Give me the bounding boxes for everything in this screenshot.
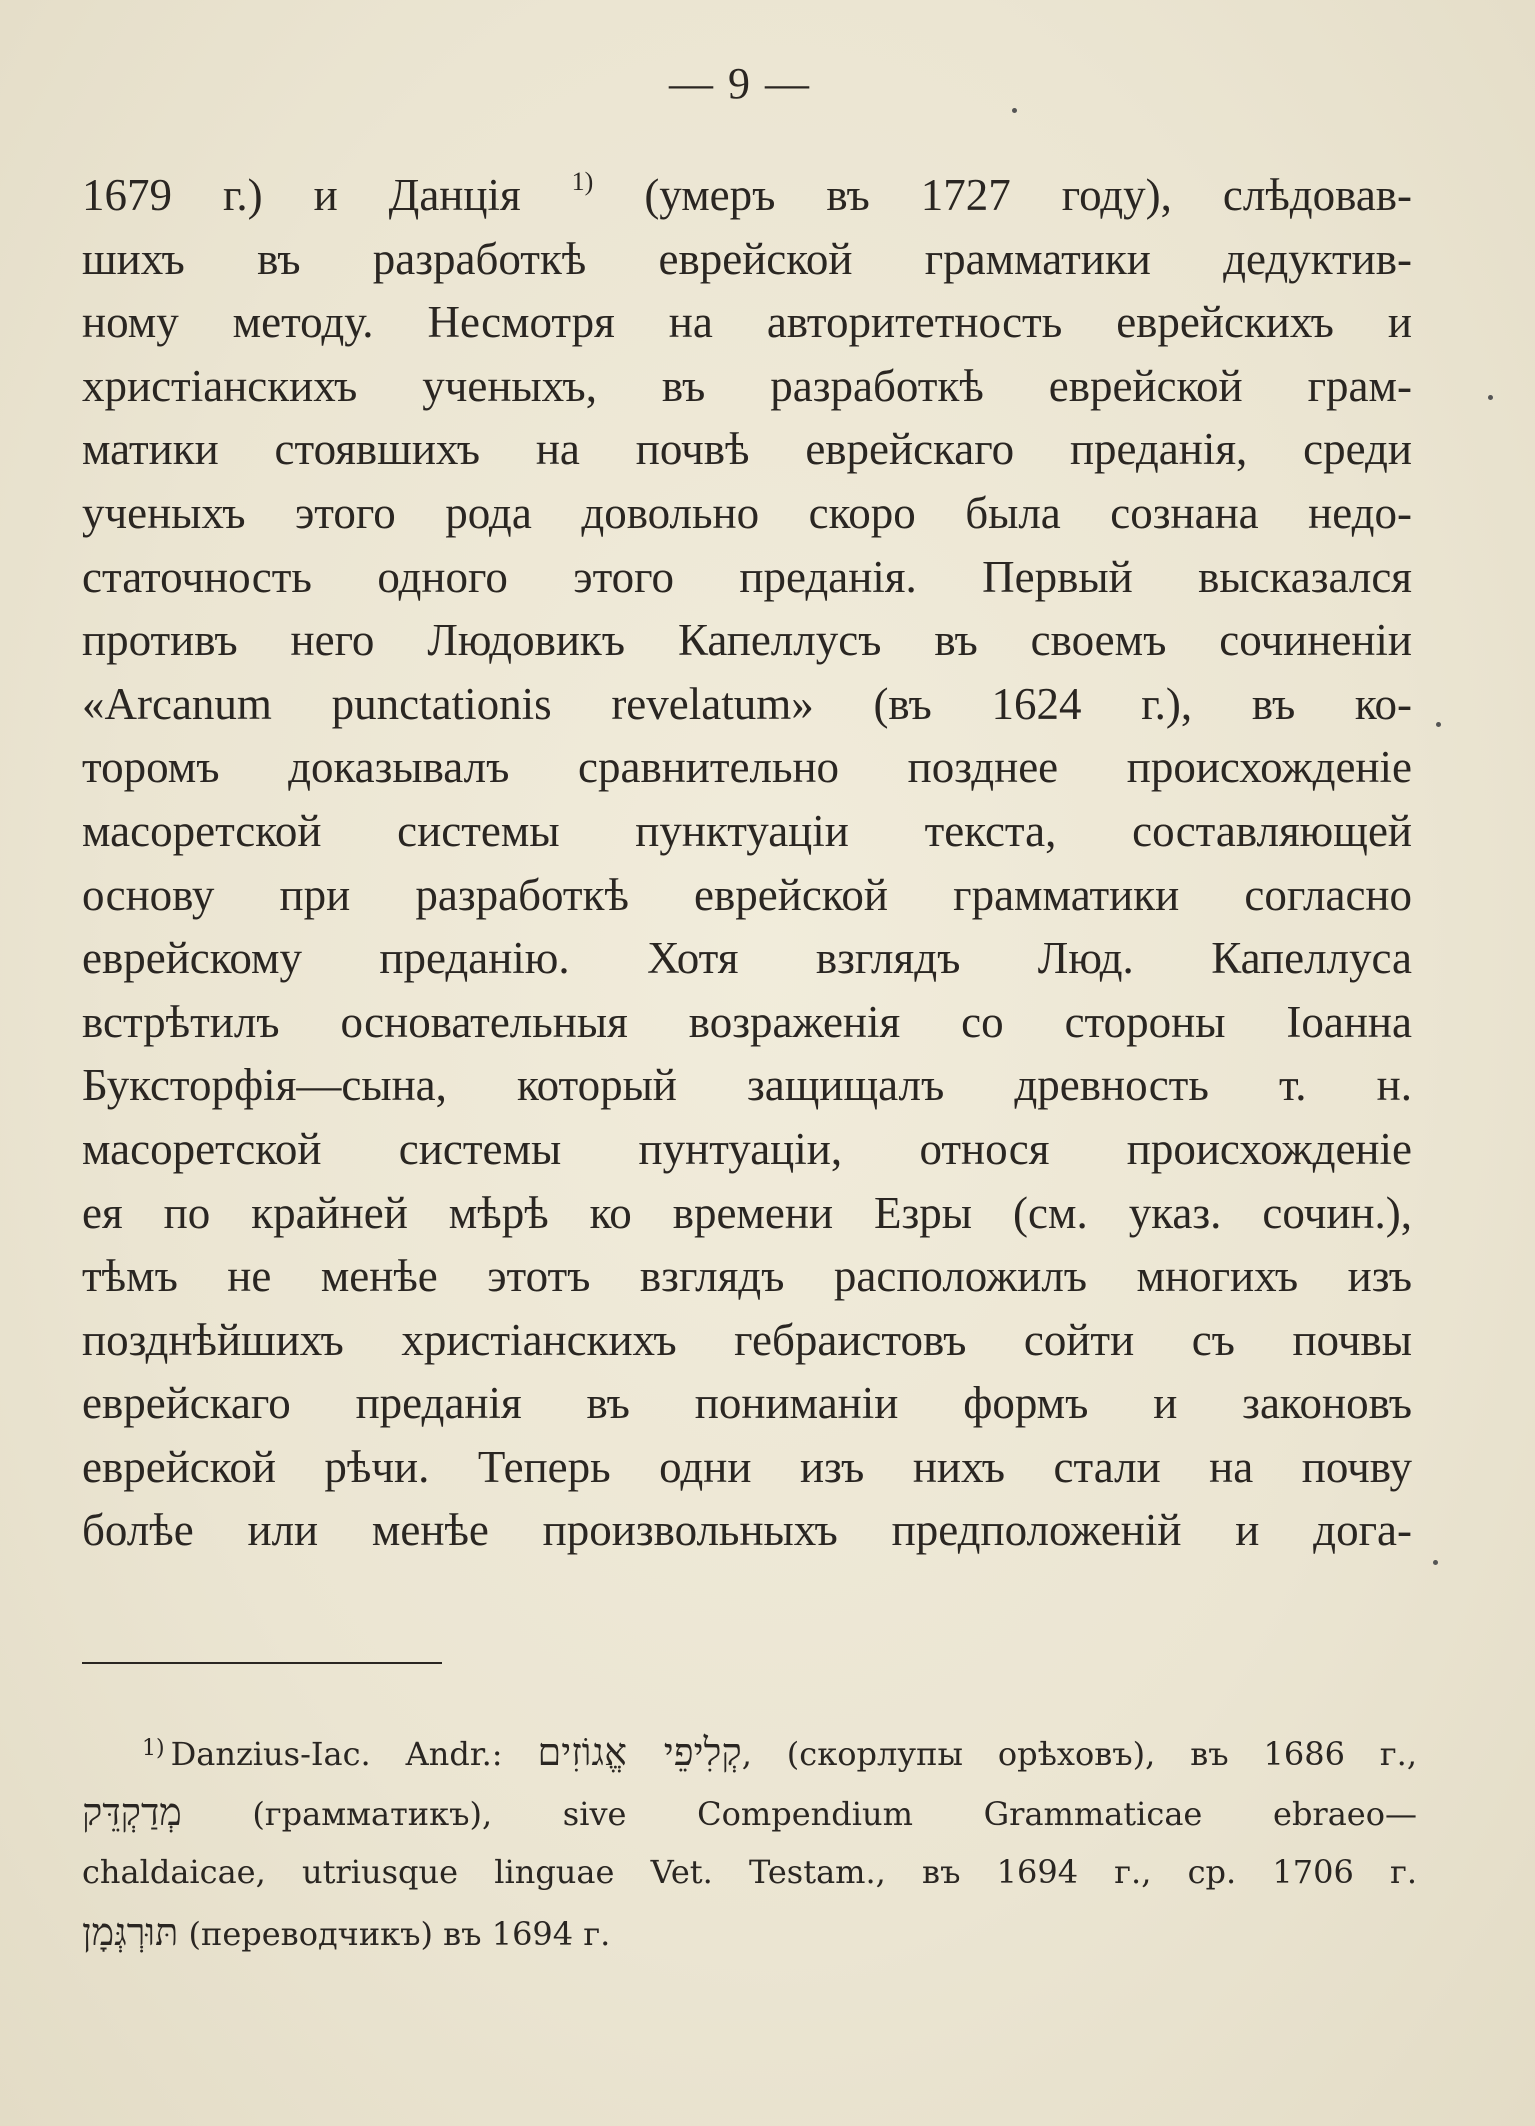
print-speck — [1436, 722, 1441, 727]
footnote-line-2-rest: (грамматикъ), sive Compendium Grammaticae ebraeo— — [252, 1795, 1418, 1833]
print-speck — [1488, 395, 1493, 400]
page-number: — 9 — — [669, 59, 811, 108]
footnote-line-3: chaldaicae, utriusque linguae Vet. Testam., въ 1694 г., ср. 1706 г. — [82, 1853, 1417, 1891]
footnote-ref[interactable]: 1) — [571, 167, 594, 196]
hebrew-title-1: קְלִיפֵי אֱגוֹזִים — [537, 1730, 742, 1774]
text-line-20: еврейскаго преданія въ пониманіи формъ и законовъ — [82, 1378, 1412, 1429]
text-line-6: ученыхъ этого рода довольно скоро была сознана недо- — [82, 487, 1412, 538]
text-line-15: Буксторфія—сына, который защищалъ древность т. н. — [82, 1060, 1412, 1111]
text-line-1-rest: (умеръ въ 1727 году), слѣдовав- — [644, 170, 1413, 220]
text-line-10: торомъ доказывалъ сравнительно позднее происхожденіе — [82, 742, 1412, 793]
footnote-line-4 — [82, 1902, 1417, 1962]
text-line-2: шихъ въ разработкѣ еврейской грамматики дедуктив- — [82, 233, 1412, 284]
text-line-22: болѣе или менѣе произвольныхъ предположеній и дога- — [82, 1505, 1412, 1556]
text-line-21: еврейской рѣчи. Теперь одни изъ нихъ стали на почву — [82, 1441, 1412, 1492]
text-line-13: еврейскому преданію. Хотя взглядъ Люд. Капеллуса — [82, 933, 1412, 984]
text-line-12: основу при разработкѣ еврейской грамматики согласно — [82, 869, 1412, 920]
text-line-4: христіанскихъ ученыхъ, въ разработкѣ еврейской грам- — [82, 360, 1412, 411]
footnote-line-1 — [82, 1722, 1417, 1782]
footnote-line-1-rest: , (скорлупы орѣховъ), въ 1686 г., — [741, 1735, 1418, 1773]
text-line-18: тѣмъ не менѣе этотъ взглядъ расположилъ многихъ изъ — [82, 1251, 1412, 1302]
text-line-3: ному методу. Несмотря на авторитетность еврейскихъ и — [82, 297, 1412, 348]
footnote-author: Danzius-Iac. Andr.: — [170, 1735, 503, 1773]
hebrew-title-2: מְדַקְדֵּק — [82, 1790, 182, 1834]
footnotes — [82, 1722, 1417, 1962]
print-speck — [1012, 108, 1017, 113]
text-line-5: матики стоявшихъ на почвѣ еврейскаго преданія, среди — [82, 424, 1412, 475]
footnote-marker: 1) — [142, 1736, 165, 1761]
main-text — [82, 164, 1412, 1563]
text-line-8: противъ него Людовикъ Капеллусъ въ своемъ сочиненіи — [82, 615, 1412, 666]
text-line-7: статочность одного этого преданія. Первый высказался — [82, 551, 1412, 602]
print-speck — [1433, 1560, 1438, 1565]
footnote-line-4-rest: (переводчикъ) въ 1694 г. — [188, 1915, 611, 1953]
text-line-16: масоретской системы пунтуаціи, относя происхожденіе — [82, 1123, 1412, 1174]
text-line-19: позднѣйшихъ христіанскихъ гебраистовъ сойти съ почвы — [82, 1314, 1412, 1365]
text-line-9: «Arcanum punctationis revelatum» (въ 1624 г.), въ ко- — [82, 678, 1412, 729]
text-line-14: встрѣтилъ основательныя возраженія со стороны Іоанна — [82, 996, 1412, 1047]
footnote-line-2 — [82, 1782, 1417, 1842]
text-line-1 — [82, 164, 1412, 228]
text-line-1-start: 1679 г.) и Данція — [82, 170, 521, 220]
text-line-11: масоретской системы пунктуаціи текста, составляющей — [82, 805, 1412, 856]
text-line-17: ея по крайней мѣрѣ ко времени Езры (см. указ. сочин.), — [82, 1187, 1412, 1238]
footnote-separator — [82, 1662, 442, 1664]
hebrew-title-3: תּוּרְגְּמָן — [82, 1910, 179, 1954]
